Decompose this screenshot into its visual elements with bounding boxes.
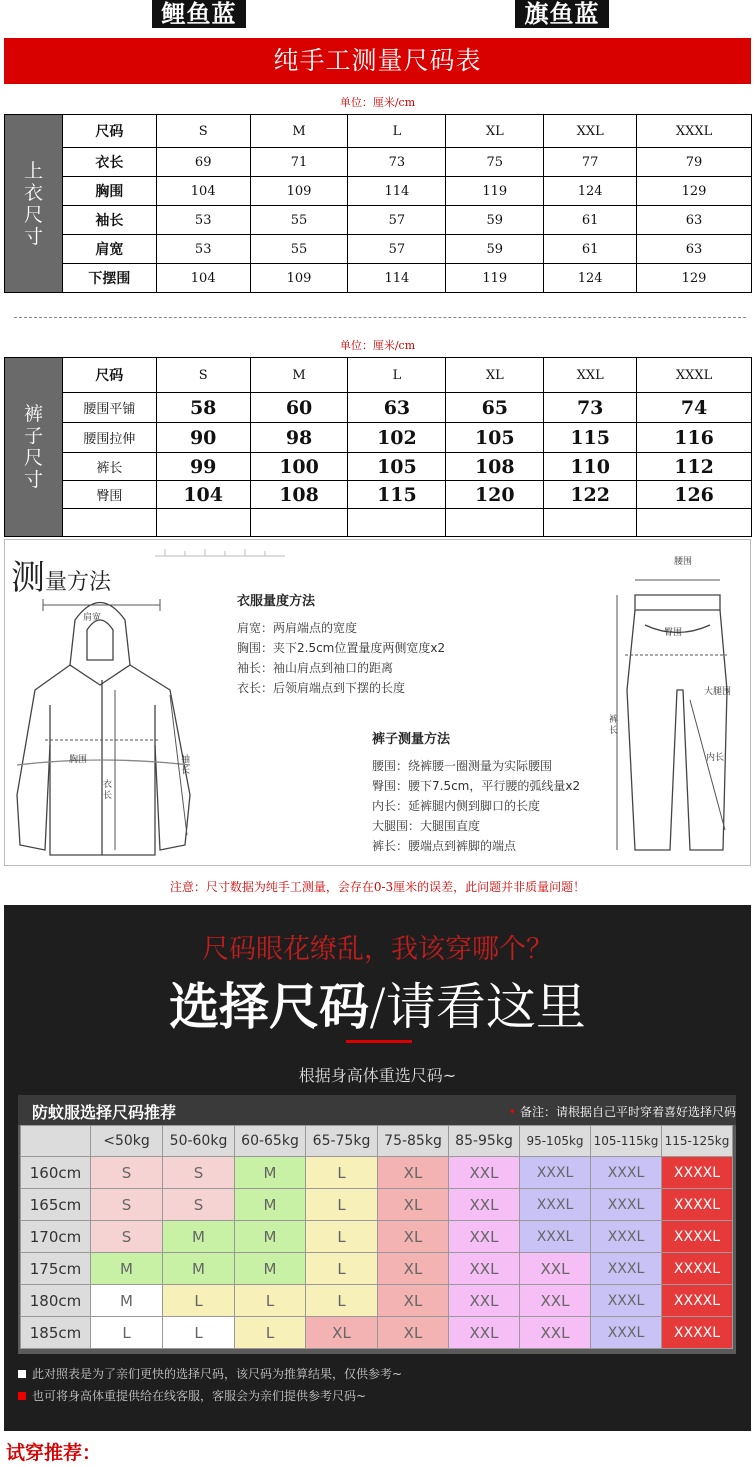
size-cell: M — [163, 1253, 235, 1285]
size-cell: L — [306, 1285, 378, 1317]
cell: 57 — [348, 206, 446, 235]
cell: 124 — [544, 177, 637, 206]
table-row — [5, 148, 752, 177]
table-row — [21, 1285, 733, 1317]
jacket-side-label: 上 衣 尺 寸 — [5, 115, 63, 293]
table-row — [5, 481, 752, 509]
size-cell: XXL — [449, 1189, 520, 1221]
cell: 58 — [156, 393, 250, 423]
cell: 63 — [637, 235, 752, 264]
jacket-size-table — [4, 114, 752, 293]
cell: 122 — [544, 481, 637, 509]
pants-method: 裤子测量方法 腰围：绕裤腰一圈测量为实际腰围 臀围：腰下7.5cm，平行腰的弧线量x2 内长：延裤腿内侧到脚口的长度 大腿围：大腿围直度 裤长：腰端点到裤脚的端点 — [372, 732, 581, 853]
cell: 75 — [446, 148, 544, 177]
pants-size-header: XL — [446, 358, 544, 393]
size-cell: XXXXL — [662, 1253, 733, 1285]
pants-diagram — [605, 550, 750, 860]
unit-label: 单位：厘米/cm — [339, 96, 416, 109]
row-label: 腰围平铺 — [62, 393, 156, 423]
weight-header: 65-75kg — [306, 1126, 378, 1157]
cell — [544, 509, 637, 537]
cell — [446, 509, 544, 537]
height-label: 165cm — [21, 1189, 91, 1221]
bullet-icon: • — [508, 1105, 516, 1119]
square-bullet-icon — [18, 1392, 26, 1400]
cell: 55 — [250, 206, 348, 235]
divider — [346, 1040, 412, 1043]
cell: 74 — [637, 393, 752, 423]
pants-label-hip: 臀围 — [664, 628, 683, 638]
size-cell: XXXXL — [662, 1285, 733, 1317]
size-cell: M — [235, 1253, 306, 1285]
pants-label-waist: 腰围 — [674, 557, 693, 567]
size-cell: XXXL — [520, 1189, 591, 1221]
size-cell: XXXXL — [662, 1157, 733, 1189]
cell: 79 — [637, 148, 752, 177]
promo-question: 尺码眼花缭乱，我该穿哪个？ — [202, 934, 553, 965]
page-title: 纯手工测量尺码表 — [4, 38, 751, 84]
cell: 120 — [446, 481, 544, 509]
table-row — [5, 177, 752, 206]
table-row — [5, 393, 752, 423]
color-tag-carp-blue: 鲤鱼蓝 — [152, 0, 246, 28]
jacket-size-header: XXXL — [637, 115, 752, 148]
ruler-graphic — [155, 546, 285, 558]
size-cell: L — [91, 1317, 163, 1349]
cell: 77 — [544, 148, 637, 177]
unit-label: 单位：厘米/cm — [339, 339, 416, 352]
cell: 71 — [250, 148, 348, 177]
cell: 73 — [348, 148, 446, 177]
row-label: 胸围 — [62, 177, 156, 206]
pants-header-label: 尺码 — [62, 358, 156, 393]
pants-size-header: L — [348, 358, 446, 393]
jacket-size-header: L — [348, 115, 446, 148]
cell: 73 — [544, 393, 637, 423]
size-cell: M — [163, 1221, 235, 1253]
size-cell: XL — [306, 1317, 378, 1349]
size-cell: L — [163, 1285, 235, 1317]
size-cell: S — [163, 1157, 235, 1189]
error-note: 注意：尺寸数据为纯手工测量，会存在0-3厘米的误差，此问题并非质量问题！ — [169, 880, 586, 894]
pants-size-header: XXXL — [637, 358, 752, 393]
size-cell: XXL — [520, 1317, 591, 1349]
cell — [348, 509, 446, 537]
size-cell: S — [91, 1221, 163, 1253]
color-tag-sailfish-blue: 旗鱼蓝 — [515, 0, 609, 28]
table-row — [5, 423, 752, 453]
row-label: 腰围拉伸 — [62, 423, 156, 453]
jacket-size-header: XXL — [544, 115, 637, 148]
cell: 59 — [446, 206, 544, 235]
size-cell: L — [306, 1157, 378, 1189]
weight-header: 50-60kg — [163, 1126, 235, 1157]
cell: 114 — [348, 177, 446, 206]
pants-size-header: XXL — [544, 358, 637, 393]
size-cell: XL — [378, 1285, 449, 1317]
cell: 61 — [544, 206, 637, 235]
table-row — [5, 206, 752, 235]
weight-header: 85-95kg — [449, 1126, 520, 1157]
height-label: 180cm — [21, 1285, 91, 1317]
cell: 115 — [348, 481, 446, 509]
cell: 102 — [348, 423, 446, 453]
jacket-size-header: S — [156, 115, 250, 148]
square-bullet-icon — [18, 1370, 26, 1378]
recommend-header — [18, 1095, 736, 1125]
cell: 126 — [637, 481, 752, 509]
promo-headline: 选择尺码/请看这里 — [169, 978, 586, 1036]
jacket-diagram — [5, 595, 225, 865]
size-cell: L — [306, 1221, 378, 1253]
jacket-label-shoulder: 肩宽 — [83, 613, 102, 623]
footnote-1: 此对照表是为了亲们更快的选择尺码，该尺码为推算结果，仅供参考~ — [18, 1365, 402, 1382]
cell: 53 — [156, 206, 250, 235]
row-label: 衣长 — [62, 148, 156, 177]
size-cell: S — [91, 1189, 163, 1221]
cell: 105 — [348, 453, 446, 481]
cell: 98 — [250, 423, 348, 453]
table-row — [21, 1157, 733, 1189]
table-row — [5, 264, 752, 293]
cell: 63 — [637, 206, 752, 235]
cell: 53 — [156, 235, 250, 264]
cell: 57 — [348, 235, 446, 264]
cell: 109 — [250, 264, 348, 293]
jacket-header-label: 尺码 — [62, 115, 156, 148]
size-cell: XXL — [520, 1253, 591, 1285]
pants-label-inseam: 内长 — [706, 753, 725, 763]
cell: 110 — [544, 453, 637, 481]
cell: 63 — [348, 393, 446, 423]
cell — [637, 509, 752, 537]
size-cell: L — [306, 1253, 378, 1285]
weight-header: 115-125kg — [662, 1126, 733, 1157]
weight-header: 105-115kg — [591, 1126, 662, 1157]
cell — [62, 509, 156, 537]
cell: 55 — [250, 235, 348, 264]
size-cell: XXXXL — [662, 1221, 733, 1253]
pants-label-length: 裤长 — [609, 715, 619, 736]
size-cell: M — [235, 1189, 306, 1221]
size-cell: XL — [378, 1157, 449, 1189]
cell: 104 — [156, 264, 250, 293]
cell: 104 — [156, 177, 250, 206]
jacket-size-header: M — [250, 115, 348, 148]
measure-title: 测量方法 — [11, 558, 112, 598]
cell: 119 — [446, 264, 544, 293]
cell: 129 — [637, 264, 752, 293]
cell: 114 — [348, 264, 446, 293]
cell: 116 — [637, 423, 752, 453]
pants-label-thigh: 大腿围 — [704, 687, 732, 697]
size-cell: XXXL — [591, 1221, 662, 1253]
cell: 90 — [156, 423, 250, 453]
pants-size-header: M — [250, 358, 348, 393]
size-cell: XL — [378, 1253, 449, 1285]
table-row — [5, 453, 752, 481]
cell: 104 — [156, 481, 250, 509]
size-cell: XL — [378, 1317, 449, 1349]
table-row — [21, 1189, 733, 1221]
cell: 115 — [544, 423, 637, 453]
size-cell: XXXXL — [662, 1189, 733, 1221]
cell: 65 — [446, 393, 544, 423]
cell: 119 — [446, 177, 544, 206]
row-label: 裤长 — [62, 453, 156, 481]
row-label: 臀围 — [62, 481, 156, 509]
size-cell: XL — [378, 1221, 449, 1253]
row-label: 下摆围 — [62, 264, 156, 293]
size-cell: M — [91, 1253, 163, 1285]
size-cell: XL — [378, 1189, 449, 1221]
divider — [14, 317, 746, 318]
size-cell: XXXL — [520, 1221, 591, 1253]
cell: 69 — [156, 148, 250, 177]
size-cell: XXL — [449, 1285, 520, 1317]
cell: 61 — [544, 235, 637, 264]
weight-header: 95-105kg — [520, 1126, 591, 1157]
row-label: 肩宽 — [62, 235, 156, 264]
footnote-2: 也可将身高体重提供给在线客服，客服会为亲们提供参考尺码~ — [18, 1387, 366, 1404]
cell: 100 — [250, 453, 348, 481]
recommend-table — [20, 1125, 733, 1349]
cell: 124 — [544, 264, 637, 293]
row-label: 袖长 — [62, 206, 156, 235]
jacket-method: 衣服量度方法 肩宽：两肩端点的宽度 胸围：夹下2.5cm位置量度两侧宽度x2 袖长：袖山肩点到袖口的距离 衣长：后领肩端点到下摆的长度 — [237, 594, 446, 695]
table-row — [5, 235, 752, 264]
jacket-size-header: XL — [446, 115, 544, 148]
recommend-note: • 备注：请根据自己平时穿着喜好选择尺码 — [508, 1105, 736, 1119]
cell: 108 — [446, 453, 544, 481]
size-cell: XXL — [449, 1253, 520, 1285]
size-cell: S — [163, 1189, 235, 1221]
height-label: 160cm — [21, 1157, 91, 1189]
size-cell: XXXL — [520, 1157, 591, 1189]
height-label: 170cm — [21, 1221, 91, 1253]
measurement-method-panel — [4, 539, 751, 866]
size-cell: L — [306, 1189, 378, 1221]
size-recommendation-section — [4, 905, 751, 1431]
recommend-table-box — [18, 1095, 736, 1354]
size-cell: XXL — [520, 1285, 591, 1317]
promo-subtitle: 根据身高体重选尺码~ — [298, 1066, 457, 1085]
size-cell: XXXL — [591, 1189, 662, 1221]
size-cell: XXXXL — [662, 1317, 733, 1349]
cell — [250, 509, 348, 537]
cell: 109 — [250, 177, 348, 206]
cell: 60 — [250, 393, 348, 423]
cell: 129 — [637, 177, 752, 206]
size-cell: M — [235, 1157, 306, 1189]
size-cell: XXL — [449, 1221, 520, 1253]
size-cell: XXXL — [591, 1253, 662, 1285]
table-row — [5, 509, 752, 537]
table-row — [21, 1317, 733, 1349]
cell — [156, 509, 250, 537]
pants-side-label: 裤 子 尺 寸 — [5, 358, 63, 537]
cell: 112 — [637, 453, 752, 481]
cell: 105 — [446, 423, 544, 453]
height-label: 185cm — [21, 1317, 91, 1349]
size-cell: S — [91, 1157, 163, 1189]
jacket-label-sleeve: 袖长 — [181, 755, 191, 776]
size-cell: M — [235, 1221, 306, 1253]
weight-header: 75-85kg — [378, 1126, 449, 1157]
try-on-heading: 试穿推荐： — [6, 1442, 102, 1464]
weight-header: <50kg — [91, 1126, 163, 1157]
size-cell: XXXL — [591, 1285, 662, 1317]
cell: 108 — [250, 481, 348, 509]
table-row — [21, 1221, 733, 1253]
jacket-label-chest: 胸围 — [69, 755, 88, 765]
pants-size-header: S — [156, 358, 250, 393]
size-cell: L — [235, 1285, 306, 1317]
size-cell: XXL — [449, 1317, 520, 1349]
size-cell: XXXL — [591, 1317, 662, 1349]
size-cell: L — [235, 1317, 306, 1349]
jacket-label-length: 衣长 — [103, 780, 113, 801]
size-cell: XXXL — [591, 1157, 662, 1189]
pants-size-table — [4, 357, 752, 537]
recommend-title: 防蚊服选择尺码推荐 — [32, 1103, 177, 1122]
size-cell: XXL — [449, 1157, 520, 1189]
size-cell: M — [91, 1285, 163, 1317]
cell: 99 — [156, 453, 250, 481]
corner-cell — [21, 1126, 91, 1157]
weight-header: 60-65kg — [235, 1126, 306, 1157]
height-label: 175cm — [21, 1253, 91, 1285]
size-cell: L — [163, 1317, 235, 1349]
cell: 59 — [446, 235, 544, 264]
table-row — [21, 1253, 733, 1285]
